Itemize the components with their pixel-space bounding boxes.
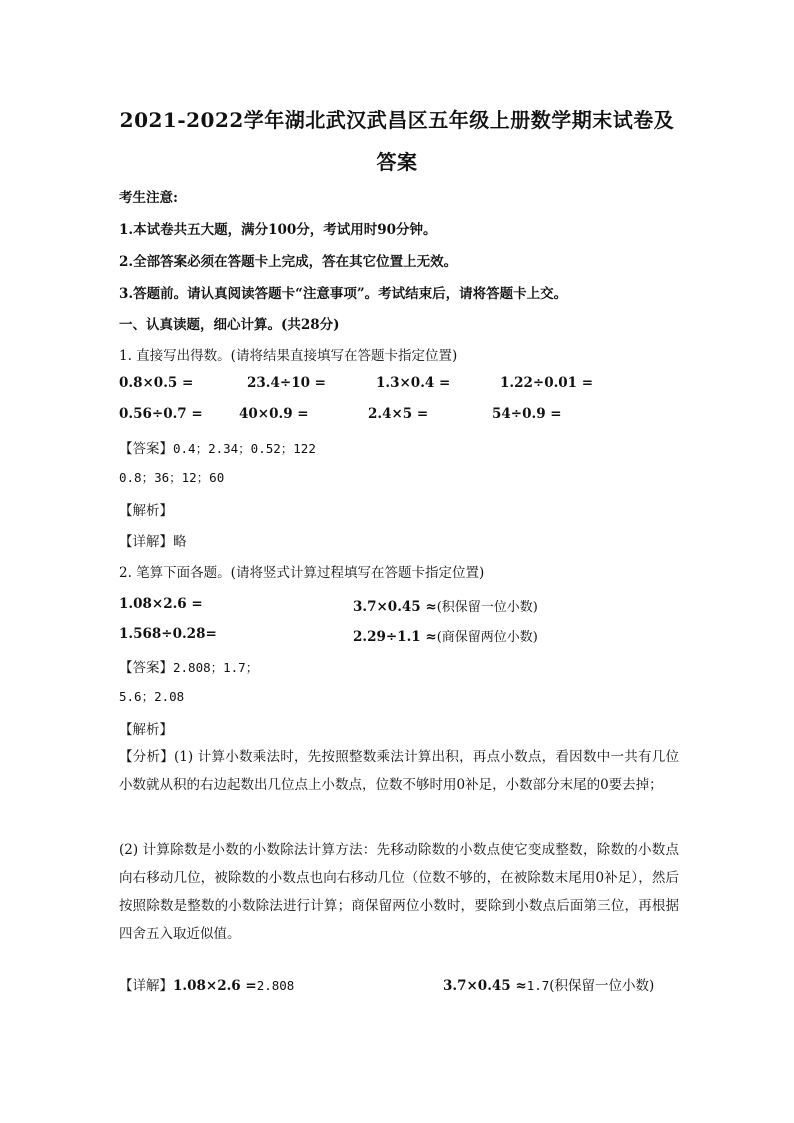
q1-prompt: 1. 直接写出得数。(请将结果直接填写在答题卡指定位置)	[119, 348, 458, 364]
answer-label: 【答案】	[119, 660, 173, 676]
q2-expr-1: 1.08×2.6 =	[119, 596, 203, 612]
detail-answer-1: 2.808	[256, 978, 295, 993]
q1-expr-4: 1.22÷0.01 =	[500, 375, 594, 391]
answer-text: 2.808；1.7；	[173, 660, 259, 675]
q2-analysis-label: 【解析】	[119, 722, 173, 738]
detail-expr-2: 3.7×0.45 ≈	[443, 978, 527, 994]
detail-label: 【详解】	[119, 534, 173, 550]
detail-answer-2: 1.7	[526, 978, 550, 993]
q1-answer	[119, 437, 316, 457]
detail-note-2: (积保留一位小数)	[549, 978, 655, 994]
q2-detail-right	[443, 974, 654, 994]
q2-expr-3: 1.568÷0.28=	[119, 626, 217, 642]
q2-answer-line2: 5.6；2.08	[119, 689, 185, 704]
page-title-line2: 答案	[376, 150, 418, 174]
q1-expr-1: 0.8×0.5 =	[119, 375, 194, 391]
detail-label: 【详解】	[119, 978, 173, 994]
q2-detail-left	[119, 974, 294, 994]
q2-analysis-para-2: (2) 计算除数是小数的小数除法计算方法：先移动除数的小数点使它变成整数，除数的小数点向右移动几位，被除数的小数点也向右移动几位（位数不够的，在被除数末尾用0补足），然后按照除数是整数的小数除法进行计算；商保留两位小数时，要除到小数点后面第三位，再根据四舍五入取近似值。	[119, 842, 679, 942]
q1-detail	[119, 530, 187, 550]
q1-expr-2: 23.4÷10 =	[247, 375, 326, 391]
q1-expr-5: 0.56÷0.7 =	[119, 406, 203, 422]
answer-label: 【答案】	[119, 441, 173, 457]
q1-expr-7: 2.4×5 =	[368, 406, 429, 422]
detail-expr-1: 1.08×2.6 =	[173, 978, 257, 994]
page-title-line1: 2021-2022学年湖北武汉武昌区五年级上册数学期末试卷及	[119, 108, 675, 132]
q2-expr-4-text: 2.29÷1.1 ≈	[353, 629, 437, 645]
notice-item-3: 3.答题前。请认真阅读答题卡“注意事项”。考试结束后，请将答题卡上交。	[119, 286, 568, 302]
q1-analysis-label: 【解析】	[119, 503, 173, 519]
q2-expr-2-text: 3.7×0.45 ≈	[353, 599, 437, 615]
q2-expr-2-note: (积保留一位小数)	[436, 600, 538, 615]
q2-expr-4-note: (商保留两位小数)	[436, 630, 538, 645]
q2-expr-4	[353, 626, 538, 645]
q2-prompt: 2. 笔算下面各题。(请将竖式计算过程填写在答题卡指定位置)	[119, 565, 485, 581]
q1-expr-3: 1.3×0.4 =	[376, 375, 451, 391]
notice-item-1: 1.本试卷共五大题，满分100分，考试用时90分钟。	[119, 222, 437, 238]
q2-answer	[119, 656, 258, 676]
q1-expr-6: 40×0.9 =	[239, 406, 309, 422]
detail-text: 略	[173, 534, 187, 550]
section1-heading: 一、认真读题，细心计算。(共28分)	[119, 317, 340, 333]
q1-answer-line2: 0.8；36；12；60	[119, 470, 225, 485]
q2-analysis-para-1: 【分析】(1) 计算小数乘法时，先按照整数乘法计算出积，再点小数点，看因数中一共有几位小数就从积的右边起数出几位点上小数点，位数不够时用0补足，小数部分末尾的0要去掉；	[119, 749, 679, 793]
notice-heading: 考生注意:	[119, 190, 178, 206]
notice-item-2: 2.全部答案必须在答题卡上完成，答在其它位置上无效。	[119, 254, 458, 270]
q2-expr-2	[353, 596, 538, 615]
answer-text: 0.4；2.34；0.52；122	[173, 441, 316, 456]
q1-expr-8: 54÷0.9 =	[492, 406, 562, 422]
